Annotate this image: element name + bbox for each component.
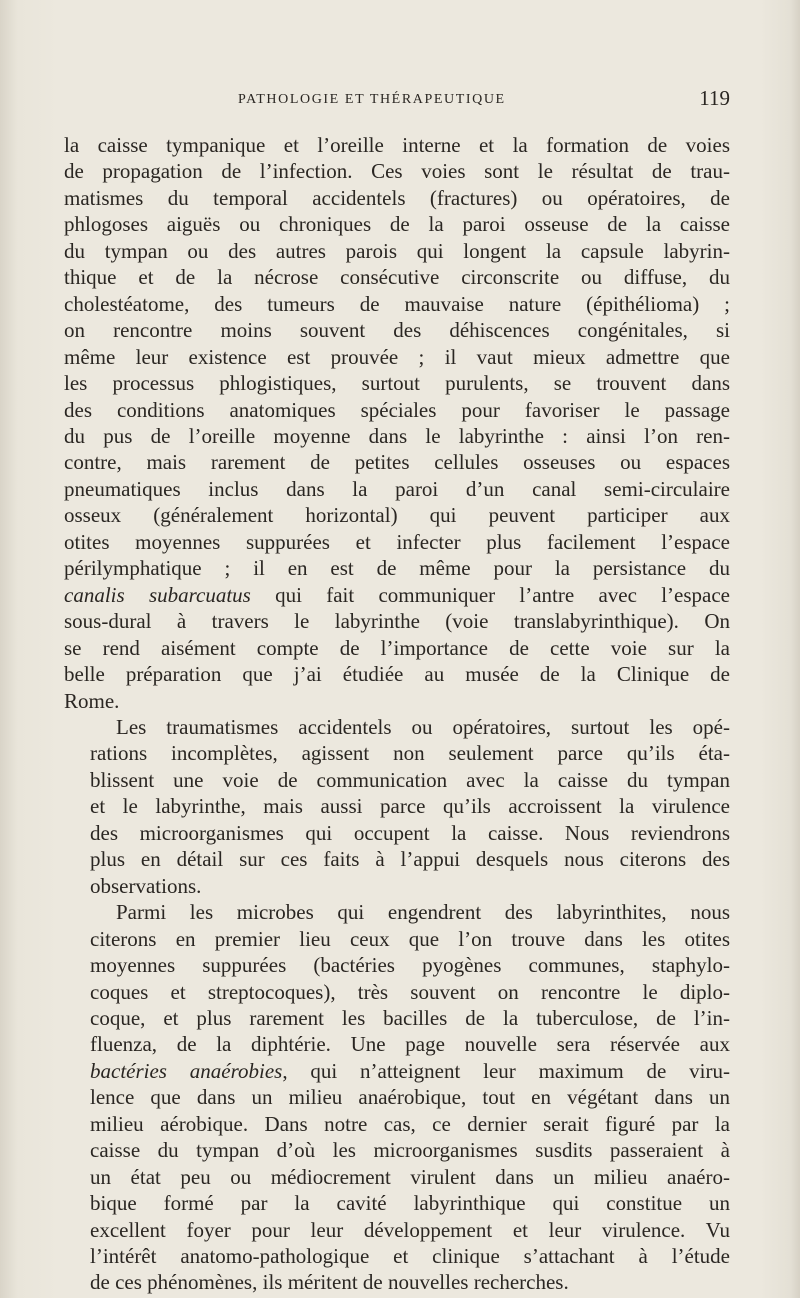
text-line: blissent une voie de communication avec la caisse du tympan [90,767,730,792]
text-line: osseux (généralement horizontal) qui peuvent participer aux [64,503,730,528]
text-line: bactéries anaérobies, qui n’atteignent leur maximum de viru- [90,1058,730,1083]
text-line: plus en détail sur ces faits à l’appui desquels nous citerons des [90,847,730,872]
text-line: l’intérêt anatomo-pathologique et clinique s’attachant à l’étude [90,1244,730,1269]
text-line: bique formé par la cavité labyrinthique qui constitue un [90,1191,730,1216]
text-line: phlogoses aiguës ou chroniques de la paroi osseuse de la caisse [64,212,730,237]
text-line: du tympan ou des autres parois qui longent la capsule labyrin- [64,238,730,263]
text-line: sous-dural à travers le labyrinthe (voie translabyrinthique). On [64,609,730,634]
text-line: belle préparation que j’ai étudiée au musée de la Clinique de [64,662,730,687]
text-line: cholestéatome, des tumeurs de mauvaise nature (épithélioma) ; [64,291,730,316]
text-line: et le labyrinthe, mais aussi parce qu’ils accroissent la virulence [90,794,730,819]
text-line: otites moyennes suppurées et infecter plus facilement l’espace [64,529,730,554]
text-line: Rome. [64,688,120,713]
paragraph-3 [64,899,730,1296]
text-line: moyennes suppurées (bactéries pyogènes communes, staphylo- [90,953,730,978]
body-text [64,132,730,1296]
text-line: Parmi les microbes qui engendrent des labyrinthites, nous [116,900,730,925]
paragraph-1 [64,132,730,714]
text-line: des microorganismes qui occupent la caisse. Nous reviendrons [90,820,730,845]
text-line: coque, et plus rarement les bacilles de la tuberculose, de l’in- [90,1005,730,1030]
running-title: PATHOLOGIE ET THÉRAPEUTIQUE [238,92,506,107]
text-line: se rend aisément compte de l’importance de cette voie sur la [64,635,730,660]
page-number: 119 [699,86,730,110]
text-line: périlymphatique ; il en est de même pour la persistance du [64,556,730,581]
text-line: canalis subarcuatus qui fait communiquer l’antre avec l’espace [64,582,730,607]
text-line: pneumatiques inclus dans la paroi d’un canal semi-circulaire [64,476,730,501]
text-line: de propagation de l’infection. Ces voies sont le résultat de trau- [64,159,730,184]
text-line: fluenza, de la diphtérie. Une page nouvelle sera réservée aux [90,1032,730,1057]
text-line: les processus phlogistiques, surtout purulents, se trouvent dans [64,371,730,396]
text-line: excellent foyer pour leur développement et leur virulence. Vu [90,1217,730,1242]
text-line: on rencontre moins souvent des déhiscences congénitales, si [64,318,730,343]
text-line: de ces phénomènes, ils méritent de nouvelles recherches. [90,1270,569,1295]
text-line: même leur existence est prouvée ; il vaut mieux admettre que [64,344,730,369]
text-line: rations incomplètes, agissent non seulement parce qu’ils éta- [90,741,730,766]
text-line: citerons en premier lieu ceux que l’on trouve dans les otites [90,926,730,951]
text-line: du pus de l’oreille moyenne dans le labyrinthe : ainsi l’on ren- [64,423,730,448]
text-line: milieu aérobique. Dans notre cas, ce dernier serait figuré par la [90,1111,730,1136]
text-line: des conditions anatomiques spéciales pour favoriser le passage [64,397,730,422]
text-line: caisse du tympan d’où les microorganismes susdits passeraient à [90,1138,730,1163]
text-line: la caisse tympanique et l’oreille interne et la formation de voies [64,133,730,157]
text-line: observations. [90,873,202,898]
text-line: coques et streptocoques), très souvent on rencontre le diplo- [90,979,730,1004]
text-line: Les traumatismes accidentels ou opératoires, surtout les opé- [116,714,730,739]
text-line: matismes du temporal accidentels (fractures) ou opératoires, de [64,185,730,210]
page-header [64,86,730,116]
text-line: lence que dans un milieu anaérobique, tout en végétant dans un [90,1085,730,1110]
text-line: un état peu ou médiocrement virulent dans un milieu anaéro- [90,1164,730,1189]
text-line: thique et de la nécrose consécutive circonscrite ou diffuse, du [64,265,730,290]
text-line: contre, mais rarement de petites cellules osseuses ou espaces [64,450,730,475]
paragraph-2 [64,714,730,899]
